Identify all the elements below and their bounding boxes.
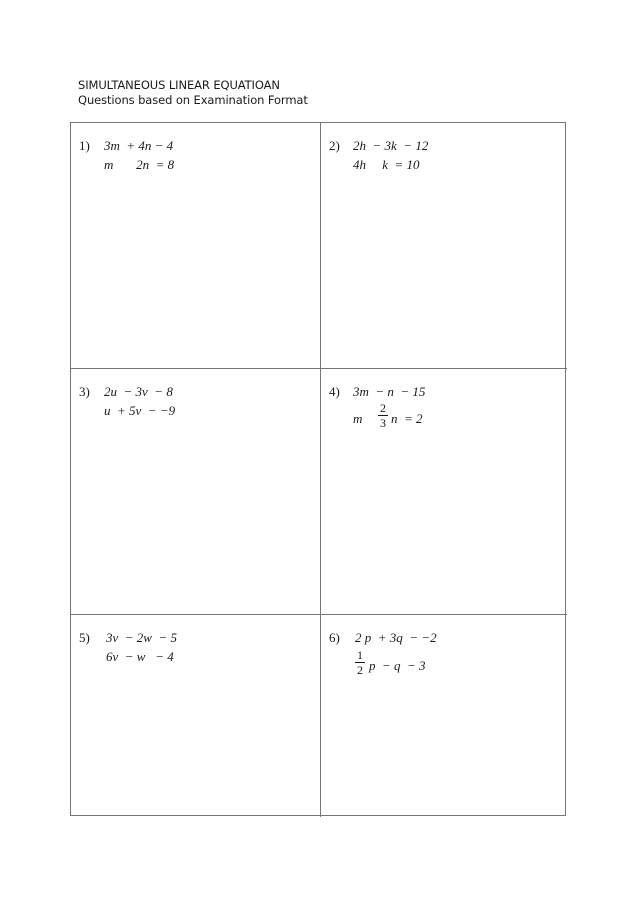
fraction-denominator: 3: [380, 416, 386, 430]
questions-grid: [70, 122, 566, 816]
question-number: 4): [329, 384, 340, 399]
question-number: 2): [329, 138, 340, 153]
equation-1: 2h − 3k − 12: [353, 138, 429, 153]
equation-2-rest: p − q − 3: [369, 658, 426, 673]
equation-1: 3v − 2w − 5: [106, 630, 177, 645]
equation-1: 2 p + 3q − −2: [355, 630, 437, 645]
question-4: [321, 369, 567, 615]
question-3: [71, 369, 321, 615]
fraction: [378, 402, 388, 429]
equation-2: m 2n = 8: [104, 157, 175, 172]
question-2: [321, 123, 567, 369]
question-number: 3): [79, 384, 90, 399]
fraction: [355, 649, 365, 676]
equation-2: 4h k = 10: [353, 157, 420, 172]
fraction-numerator: 2: [380, 401, 386, 415]
equation-2: u + 5v − −9: [104, 403, 176, 418]
fraction-numerator: 1: [357, 648, 363, 662]
page-title: SIMULTANEOUS LINEAR EQUATIOAN: [78, 78, 280, 92]
equation-1: 3m + 4n − 4: [104, 138, 174, 153]
question-1: [71, 123, 321, 369]
equation-2-rest: n = 2: [391, 411, 423, 426]
equation-2-variable: m: [353, 411, 363, 426]
question-number: 1): [79, 138, 90, 153]
question-5: [71, 615, 321, 817]
equation-1: 3m − n − 15: [353, 384, 426, 399]
question-number: 5): [79, 630, 90, 645]
fraction-denominator: 2: [357, 663, 363, 677]
equation-2: 6v − w − 4: [106, 649, 174, 664]
page-subtitle: Questions based on Examination Format: [78, 93, 308, 107]
question-number: 6): [329, 630, 340, 645]
equation-1: 2u − 3v − 8: [104, 384, 173, 399]
question-6: [321, 615, 567, 817]
page-heading: [78, 78, 308, 108]
